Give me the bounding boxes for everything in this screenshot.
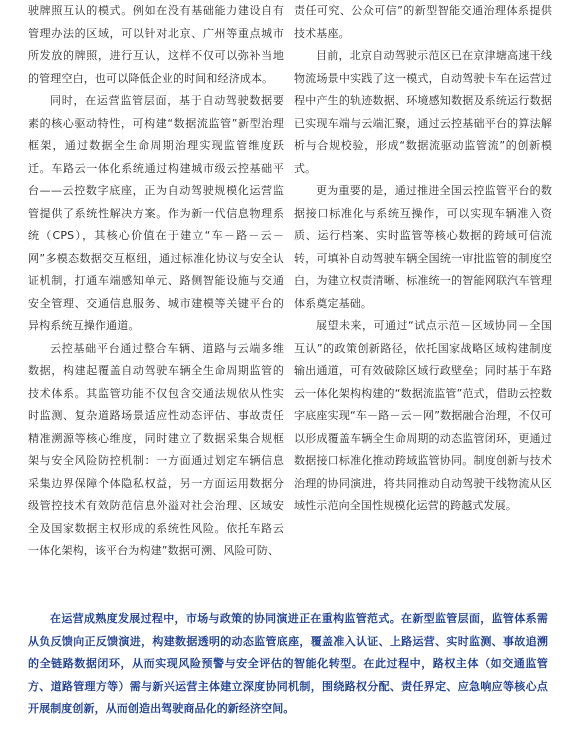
left-paragraph-2: 同时，在运营监管层面，基于自动驾驶数据要素的核心驱动特性，可构建“数据流监管”新型治理框架，通过数据全生命周期治理实现监管维度跃迁。车路云一体化系统通过构建城市级云控基础平台——云控数字底座，正为自动驾驶规模化运营监管提供了系统性解决方案。作为新一代信息物理系统（CPS），其核心价值在于建立“车－路－云－网”多模态数据交互枢纽，通过标准化协议与安全认证机制，打通车端感知单元、路侧智能设施与交通安全管理、交通信息服务、城市建模等关键平台的异构系统互操作通道。	[28, 94, 284, 332]
left-paragraph-3: 云控基础平台通过整合车辆、道路与云端多维数据，构建起覆盖自动驾驶车辆全生命周期监管的技术体系。其监管功能不仅包含交通法规依从性实时监测、复杂道路场景适应性动态评估、事故责任精准溯源等核心维度，同时建立了数据采集合规框架与安全风险防控机制：一方面通过划定车辆信息采集边界保障个体隐私权益，另一方面运用数据分级管控技术有效防范信息外溢对社会治理、区域安全及国家数据主权形成的系统性风险。依托车路云一体化架构，该平台为构建”数据可溯、风险可防、	[28, 341, 284, 557]
left-column	[28, 0, 284, 563]
right-column	[294, 0, 552, 518]
right-paragraph-3: 更为重要的是，通过推进全国云控监管平台的数据接口标准化与系统互操作，可以实现车辆准入资质、运行档案、实时监管等核心数据的跨域可信流转，可填补自动驾驶车辆全国统一审批监管的制度空白，为建立权责清晰、标准统一的智能网联汽车管理体系奠定基础。	[294, 184, 552, 310]
summary-paragraph: 在运营成熟度发展过程中，市场与政策的协同演进正在重构监管范式。在新型监管层面，监管体系需从负反馈向正反馈演进，构建数据透明的动态监管底座，覆盖准入认证、上路运营、实时监测、事故追溯的全链路数据闭环，从而实现风险预警与安全评估的智能化转型。在此过程中，路权主体（如交通监管方、道路管理方等）需与新兴运营主体建立深度协同机制，围绕路权分配、责任界定、应急响应等核心点开展制度创新，从而创造出驾驶商品化的新经济空间。	[28, 612, 548, 715]
left-paragraph-1: 驶牌照互认的模式。例如在没有基础能力建设自有管理办法的区域，可以针对北京、广州等重点城市所发放的牌照，进行互认，这样不仅可以弥补当地的管理空白，也可以降低企业的时间和经济成本。	[28, 4, 284, 85]
right-paragraph-1: 责任可究、公众可信”的新型智能交通治理体系提供技术基座。	[294, 4, 552, 40]
right-paragraph-4: 展望未来，可通过“试点示范－区域协同－全国互认”的政策创新路径，依托国家战略区域构建制度输出通道，可有效破除区域行政壁垒；同时基于车路云一体化架构构建的“数据流监管”范式，借助云控数字底座实现“车－路－云－网”数据融合治理，不仅可以形成覆盖车辆全生命周期的动态监管闭环，更通过数据接口标准化推动跨域监管协同。制度创新与技术治理的协同演进，将共同推动自动驾驶干线物流从区域性示范向全国性规模化运营的跨越式发展。	[294, 319, 552, 512]
right-paragraph-2: 目前，北京自动驾驶示范区已在京津塘高速干线物流场景中实践了这一模式，自动驾驶卡车在运营过程中产生的轨迹数据、环境感知数据及系统运行数据已实现车端与云端汇聚，通过云控基础平台的算法解析与合规校验，形成“数据流驱动监管流”的创新模式。	[294, 49, 552, 175]
